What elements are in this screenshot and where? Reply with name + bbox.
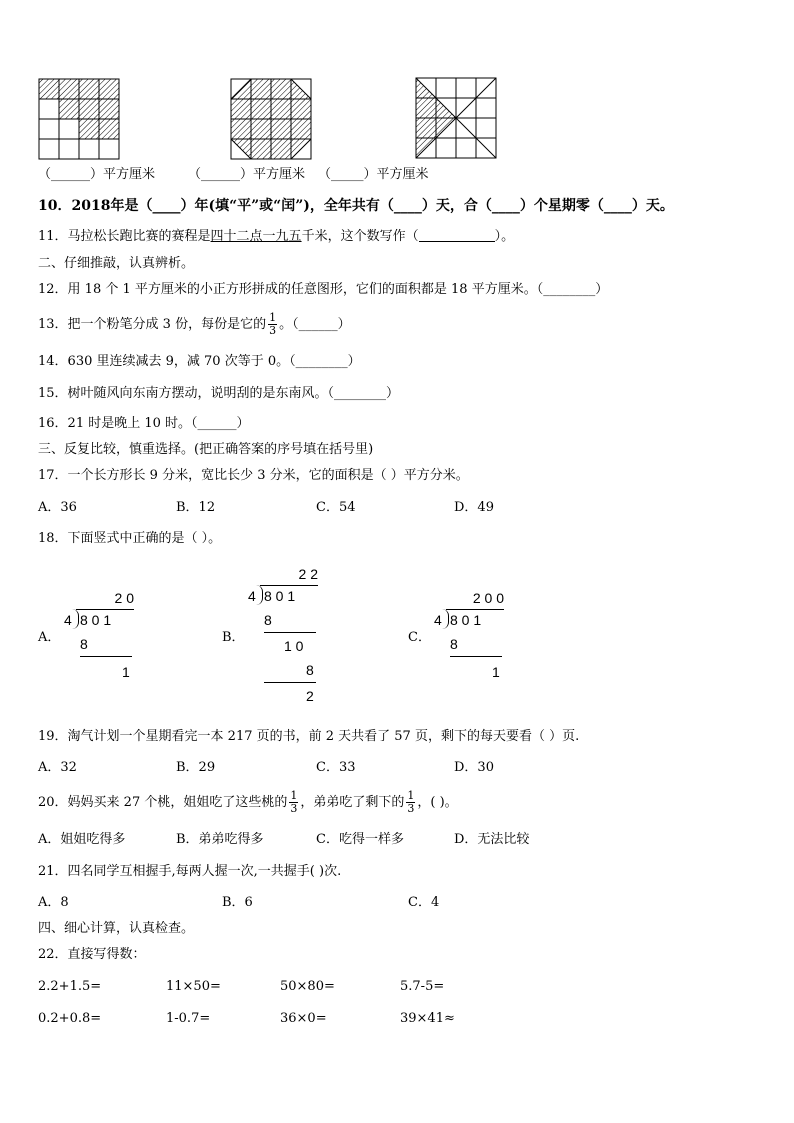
question-16: 16．21 时是晚上 10 时。（______） (38, 416, 250, 431)
q21-option-c[interactable]: C．4 (408, 895, 440, 910)
q20-option-c[interactable]: C．吃得一样多 (316, 832, 404, 847)
answer-blank[interactable] (419, 229, 495, 242)
subtraction-line (450, 656, 502, 657)
grid-figure-3 (415, 77, 497, 159)
question-13-answer: 。（______） (279, 317, 351, 332)
calc-item: 2.2+1.5= (38, 979, 102, 994)
q19-option-c[interactable]: C．33 (316, 760, 356, 775)
q17-option-a[interactable]: A．36 (38, 500, 77, 515)
calc-item: 0.2+0.8= (38, 1011, 102, 1026)
calc-item: 1-0.7= (166, 1011, 211, 1026)
q18-option-c[interactable]: C． (408, 630, 431, 645)
remainder: 1 (492, 664, 500, 680)
division-bracket (256, 585, 263, 605)
divisor: 4 (64, 612, 72, 628)
figure-1-caption: （______）平方厘米 (38, 167, 156, 182)
question-12: 12．用 18 个 1 平方厘米的小正方形拼成的任意图形，它们的面积都是 18 平方厘米。（________） (38, 282, 609, 297)
q21-option-a[interactable]: A．8 (38, 895, 69, 910)
long-division-c (432, 588, 512, 688)
long-division-b (246, 564, 326, 708)
figure-2-caption: （______）平方厘米 (188, 167, 306, 182)
subtraction-line (80, 656, 132, 657)
division-bar (260, 585, 318, 586)
q18-option-a[interactable]: A． (38, 630, 61, 645)
subtraction-step: 8 (80, 636, 88, 652)
subtraction-line-2 (264, 682, 316, 683)
question-21: 21．四名同学互相握手,每两人握一次,一共握手( )次. (38, 864, 342, 879)
question-13 (38, 308, 351, 342)
q20-option-d[interactable]: D．无法比较 (454, 832, 530, 847)
question-11-text: 11．马拉松长跑比赛的赛程是 (38, 229, 211, 244)
division-bracket (442, 609, 449, 629)
question-11 (38, 229, 514, 245)
subtraction-step-3: 8 (306, 662, 314, 678)
fraction-numerator: 1 (407, 789, 415, 802)
fraction-denominator: 3 (290, 802, 298, 815)
q21-option-b[interactable]: B．6 (222, 895, 253, 910)
division-bar (446, 609, 504, 610)
question-19: 19．淘气计划一个星期看完一本 217 页的书，前 2 天共看了 57 页，剩下的每天要看（ ）页. (38, 729, 580, 744)
calc-item: 5.7-5= (400, 979, 445, 994)
quotient: 2 0 0 (472, 590, 504, 606)
question-14: 14．630 里连续减去 9，减 70 次等于 0。（________） (38, 354, 361, 369)
remainder: 1 (122, 664, 130, 680)
division-bar (76, 609, 134, 610)
section-4-heading: 四、细心计算，认真检查。 (38, 921, 195, 936)
fraction-one-third (289, 790, 298, 815)
question-10: 10．2018年是（____）年(填“平”或“闰”)，全年共有（____）天，合（____）个星期零（____）天。 (38, 198, 674, 214)
divisor: 4 (248, 588, 256, 604)
subtraction-step-2: 1 0 (284, 638, 304, 654)
long-division-a (62, 588, 142, 688)
grid-figure-2 (230, 78, 312, 160)
quotient: 2 2 (298, 566, 318, 582)
question-11-text-2: 千米，这个数写作（ (301, 229, 419, 244)
subtraction-step: 8 (450, 636, 458, 652)
question-15: 15．树叶随风向东南方摆动，说明刮的是东南风。（________） (38, 386, 400, 401)
fraction-numerator: 1 (269, 311, 277, 324)
fraction-one-third (406, 790, 415, 815)
fraction-numerator: 1 (290, 789, 298, 802)
calc-item: 11×50= (166, 979, 221, 994)
q20-option-a[interactable]: A．姐姐吃得多 (38, 832, 126, 847)
divisor: 4 (434, 612, 442, 628)
question-17: 17．一个长方形长 9 分米，宽比长少 3 分米，它的面积是（ ）平方分米。 (38, 468, 469, 483)
question-13-text: 13．把一个粉笔分成 3 份，每份是它的 (38, 317, 267, 332)
q17-option-c[interactable]: C．54 (316, 500, 356, 515)
q18-option-b[interactable]: B． (222, 630, 245, 645)
fraction-denominator: 3 (269, 324, 277, 337)
question-22: 22．直接写得数： (38, 947, 146, 962)
dividend: 8 0 1 (80, 612, 112, 628)
q17-option-b[interactable]: B．12 (176, 500, 216, 515)
quotient: 2 0 (114, 590, 134, 606)
calc-item: 50×80= (280, 979, 335, 994)
q20-option-b[interactable]: B．弟弟吃得多 (176, 832, 264, 847)
subtraction-step-1: 8 (264, 612, 272, 628)
calc-item: 36×0= (280, 1011, 327, 1026)
q19-option-d[interactable]: D．30 (454, 760, 494, 775)
question-20 (38, 786, 458, 820)
figure-3-caption: （_____）平方厘米 (318, 167, 429, 182)
subtraction-line-1 (264, 632, 316, 633)
question-20-text-3: ，( )。 (417, 795, 458, 810)
calc-item: 39×41≈ (400, 1011, 455, 1026)
question-20-text-2: ，弟弟吃了剩下的 (300, 795, 405, 810)
fraction-one-third (268, 312, 277, 337)
q17-option-d[interactable]: D．49 (454, 500, 494, 515)
question-11-underlined: 四十二点一九五 (210, 229, 302, 244)
section-2-heading: 二、仔细推敲，认真辨析。 (38, 256, 195, 271)
q19-option-a[interactable]: A．32 (38, 760, 77, 775)
q19-option-b[interactable]: B．29 (176, 760, 216, 775)
question-11-close: ）。 (494, 229, 515, 244)
fraction-denominator: 3 (407, 802, 415, 815)
remainder: 2 (306, 688, 314, 704)
dividend: 8 0 1 (264, 588, 296, 604)
section-3-heading: 三、反复比较，慎重选择。(把正确答案的序号填在括号里) (38, 442, 374, 457)
division-bracket (72, 609, 79, 629)
question-18: 18．下面竖式中正确的是（ ）。 (38, 531, 222, 546)
question-20-text-1: 20．妈妈买来 27 个桃，姐姐吃了这些桃的 (38, 795, 288, 810)
dividend: 8 0 1 (450, 612, 482, 628)
grid-figure-1 (38, 78, 120, 160)
